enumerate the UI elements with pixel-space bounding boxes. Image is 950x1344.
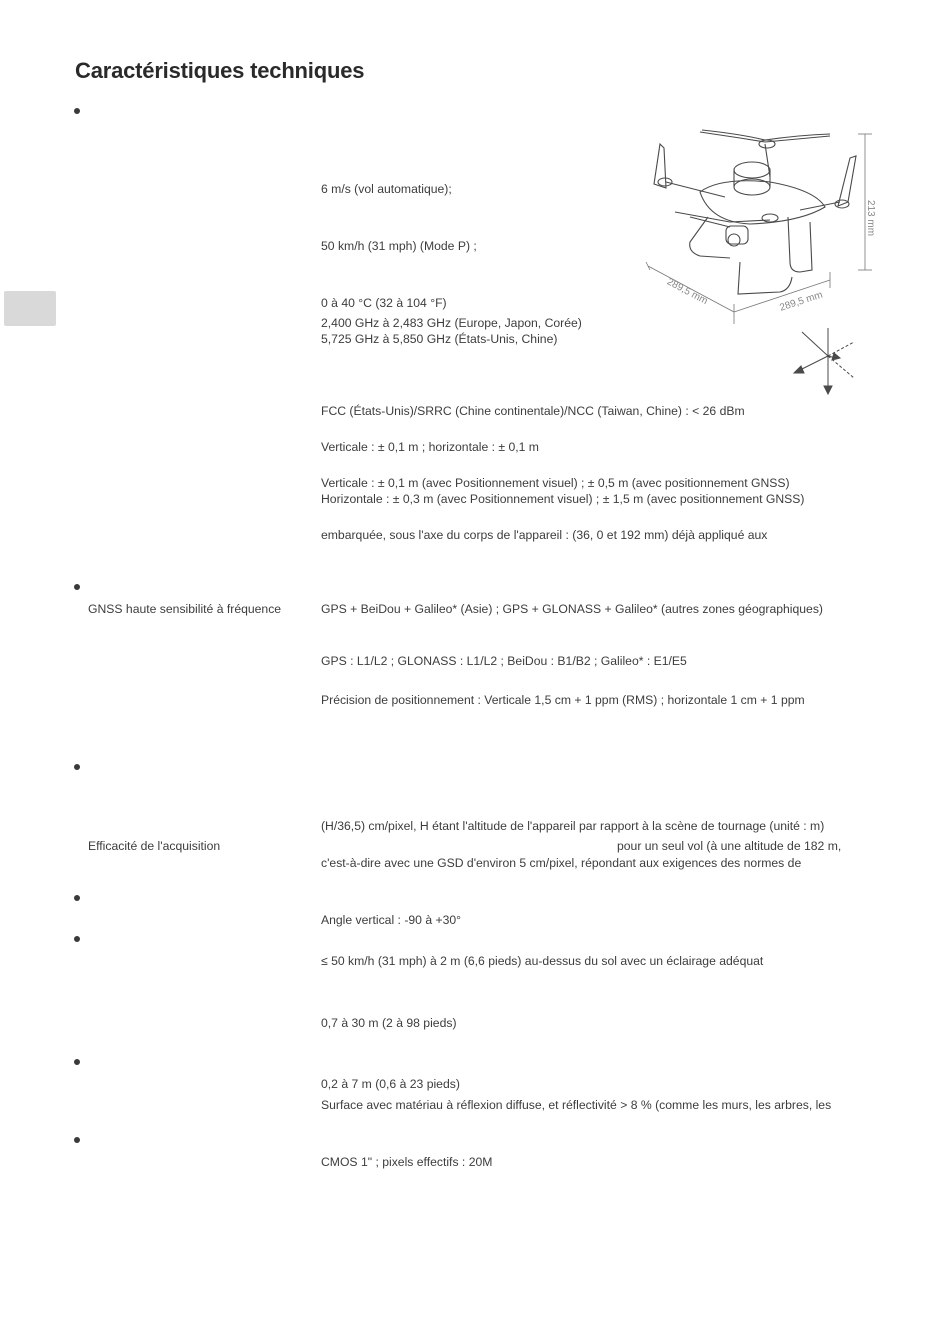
- spec-value: ≤ 50 km/h (31 mph) à 2 m (6,6 pieds) au-dessus du sol avec un éclairage adéquat: [321, 954, 764, 968]
- side-tab-marker: [4, 291, 56, 326]
- spec-value: embarquée, sous l'axe du corps de l'appareil : (36, 0 et 192 mm) déjà appliqué aux: [321, 528, 768, 542]
- section-bullet: [74, 895, 80, 901]
- spec-value: Précision de positionnement : Verticale 1,5 cm + 1 ppm (RMS) ; horizontale 1 cm + 1 ppm: [321, 693, 805, 707]
- section-bullet: [74, 584, 80, 590]
- spec-value: GPS + BeiDou + Galileo* (Asie) ; GPS + GLONASS + Galileo* (autres zones géographiques): [321, 602, 823, 616]
- section-bullet: [74, 1137, 80, 1143]
- spec-value: 0 à 40 °C (32 à 104 °F): [321, 296, 447, 310]
- spec-value: Angle vertical : -90 à +30°: [321, 913, 462, 927]
- page-title: Caractéristiques techniques: [75, 58, 365, 83]
- drone-dimension-figure: [630, 122, 885, 332]
- spec-value: GPS : L1/L2 ; GLONASS : L1/L2 ; BeiDou : B1/B2 ; Galileo* : E1/E5: [321, 654, 687, 668]
- spec-value: c'est-à-dire avec une GSD d'environ 5 cm/pixel, répondant aux exigences des normes de: [321, 856, 802, 870]
- spec-value: Verticale : ± 0,1 m ; horizontale : ± 0,1 m: [321, 440, 539, 454]
- dim-width-left-label: 289,5 mm: [664, 276, 710, 308]
- section-bullet: [74, 108, 80, 114]
- spec-value: Verticale : ± 0,1 m (avec Positionnement visuel) ; ± 0,5 m (avec positionnement GNSS): [321, 476, 790, 490]
- axis-diagram: [788, 320, 860, 398]
- label-gnss: GNSS haute sensibilité à fréquence: [88, 602, 282, 616]
- spec-value: 50 km/h (31 mph) (Mode P) ;: [321, 239, 477, 253]
- spec-value: 0,7 à 30 m (2 à 98 pieds): [321, 1016, 457, 1030]
- spec-value: CMOS 1" ; pixels effectifs : 20M: [321, 1155, 493, 1169]
- spec-value: 2,400 GHz à 2,483 GHz (Europe, Japon, Corée): [321, 316, 582, 330]
- section-bullet: [74, 764, 80, 770]
- spec-value: FCC (États-Unis)/SRRC (Chine continentale)/NCC (Taiwan, Chine) : < 26 dBm: [321, 404, 745, 418]
- dim-height-label: 213 mm: [865, 199, 876, 237]
- spec-value: (H/36,5) cm/pixel, H étant l'altitude de l'appareil par rapport à la scène de tournage (unité : m): [321, 819, 825, 833]
- spec-value: Surface avec matériau à réflexion diffuse, et réflectivité > 8 % (comme les murs, les arbres, les: [321, 1098, 832, 1112]
- spec-value: 6 m/s (vol automatique);: [321, 182, 452, 196]
- spec-value: 5,725 GHz à 5,850 GHz (États-Unis, Chine): [321, 332, 558, 346]
- dim-width-right-label: 289,5 mm: [778, 289, 825, 314]
- spec-value: Horizontale : ± 0,3 m (avec Positionnement visuel) ; ± 1,5 m (avec positionnement GNSS): [321, 492, 805, 506]
- section-bullet: [74, 936, 80, 942]
- spec-value: pour un seul vol (à une altitude de 182 m,: [617, 839, 842, 853]
- section-bullet: [74, 1059, 80, 1065]
- spec-value: 0,2 à 7 m (0,6 à 23 pieds): [321, 1077, 460, 1091]
- label-acquisition: Efficacité de l'acquisition: [88, 839, 221, 853]
